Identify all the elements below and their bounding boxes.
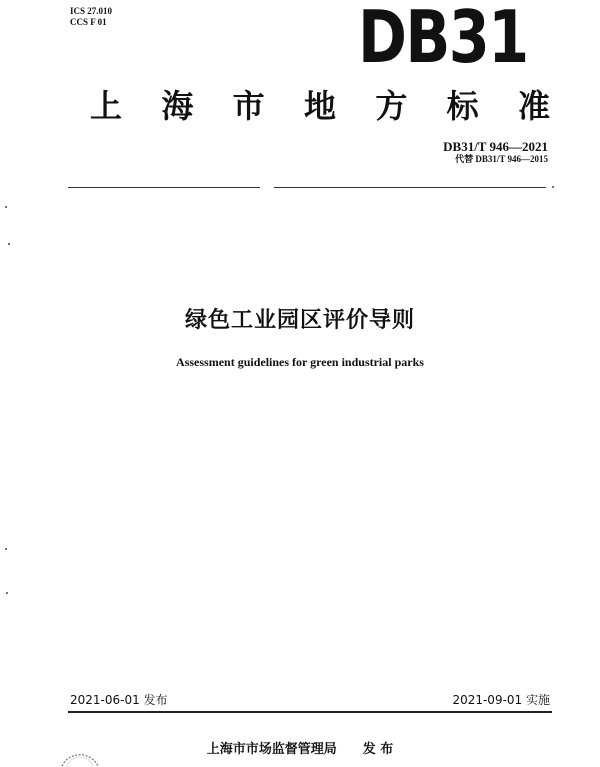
replaces-code: 代替 DB31/T 946—2015 (455, 154, 548, 164)
header-divider-left (68, 187, 260, 188)
ics-code: ICS 27.010 (70, 6, 113, 16)
standard-type-char: 海 (161, 87, 194, 125)
standard-type-char: 上 (90, 87, 123, 125)
publish-date: 2021-06-01 发布 (70, 693, 168, 707)
header-divider-right (274, 187, 546, 188)
classification-codes (70, 6, 112, 28)
scan-speck (552, 186, 554, 188)
db31-logo: DB31 (358, 0, 528, 79)
scan-speck (6, 592, 8, 594)
scan-speck (5, 206, 7, 208)
ccs-code: CCS F 01 (70, 17, 107, 27)
standard-type-char: 市 (232, 87, 265, 125)
standard-type-char: 标 (446, 87, 479, 125)
standard-code: DB31/T 946—2021 (443, 139, 548, 154)
footer-divider (68, 711, 552, 713)
standard-type-char: 地 (303, 87, 336, 125)
scan-speck (8, 243, 10, 245)
document-title-zh: 绿色工业园区评价导则 (184, 308, 415, 333)
standard-code-block (443, 139, 548, 165)
standard-type-title (90, 84, 550, 128)
document-title-en: Assessment guidelines for green industrial parks (176, 355, 424, 369)
scan-speck (5, 548, 7, 550)
standard-type-char: 方 (375, 87, 408, 125)
standard-type-char: 准 (517, 87, 550, 125)
issuing-authority: 上海市市场监督管理局 发 布 (206, 742, 394, 757)
implement-date: 2021-09-01 实施 (452, 693, 550, 707)
